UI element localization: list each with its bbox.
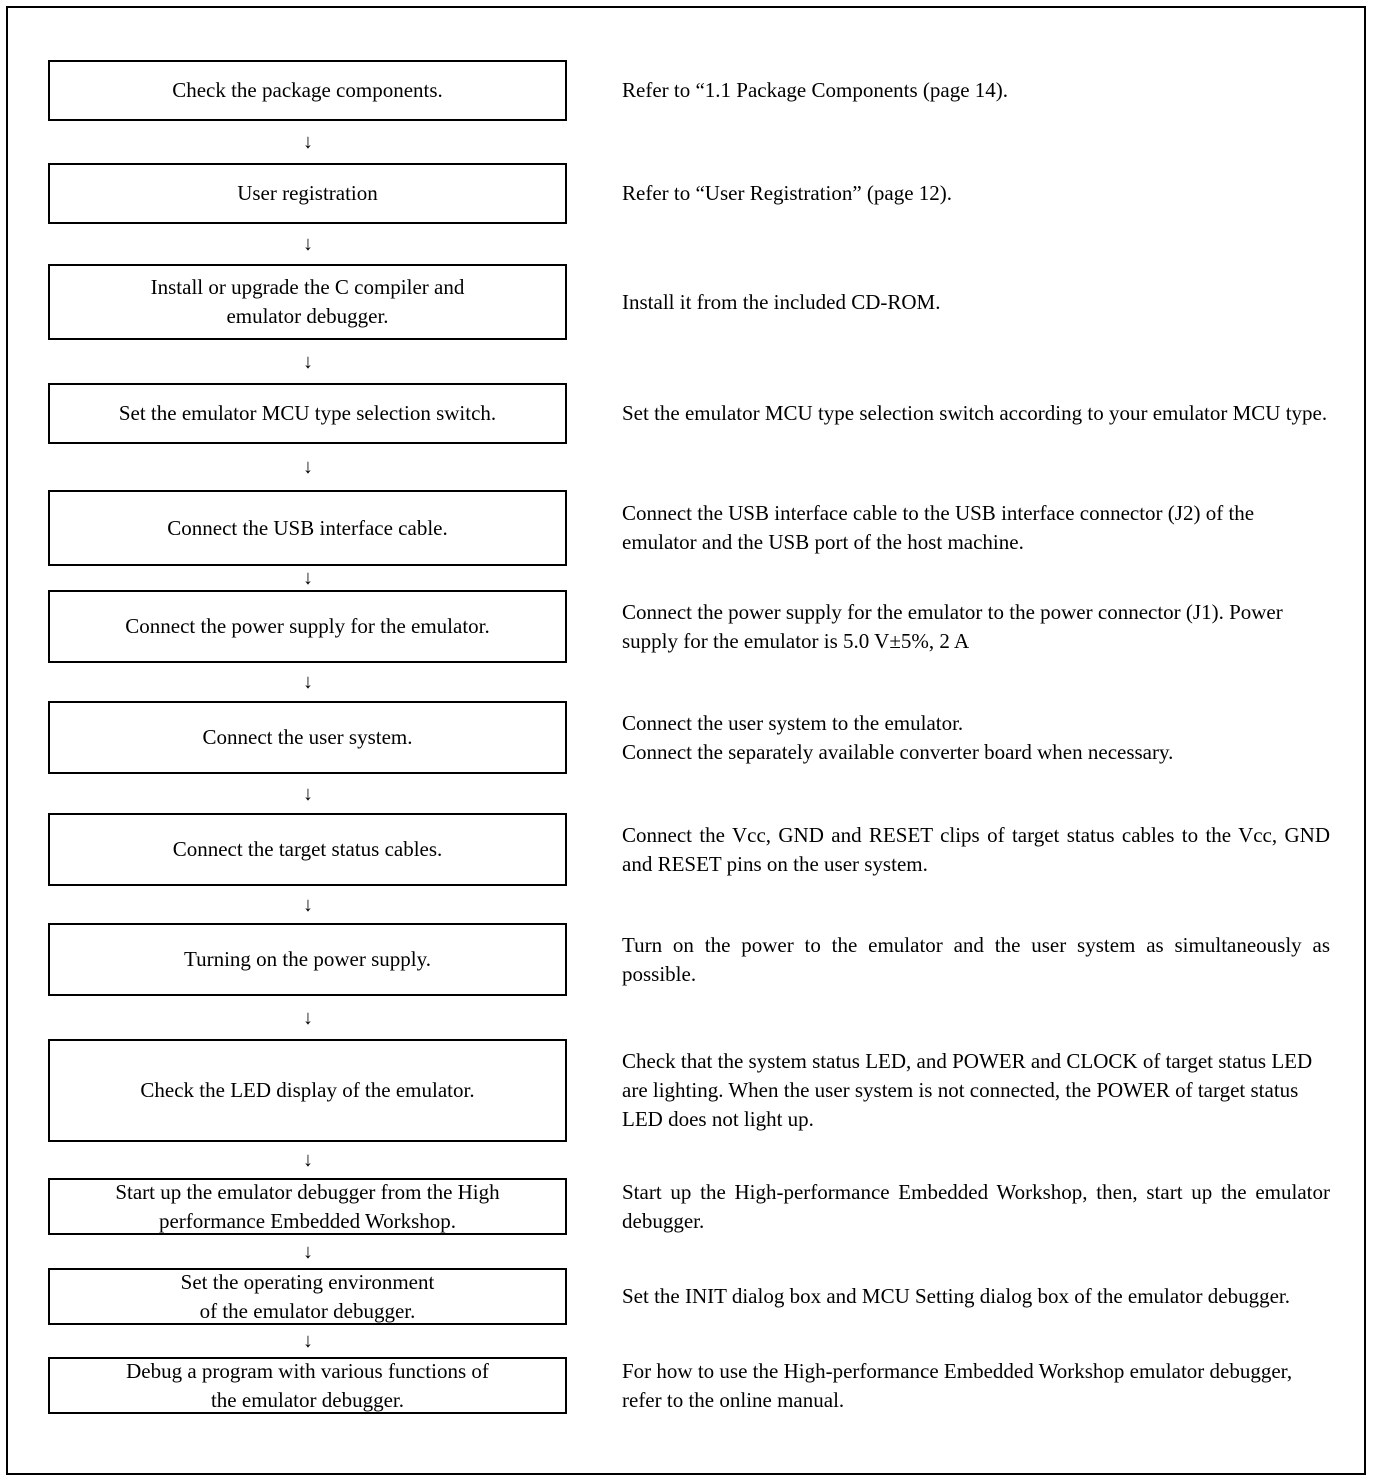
flow-step-description: [622, 490, 1330, 566]
flow-arrow-down-icon: ↓: [303, 893, 313, 916]
flow-step-box: Check the LED display of the emulator.: [48, 1039, 567, 1142]
flow-step-description-text: Refer to “1.1 Package Components (page 14).: [622, 78, 1009, 102]
flow-step-description: [622, 923, 1330, 996]
flow-step-box: Start up the emulator debugger from the High performance Embedded Workshop.: [48, 1178, 567, 1235]
flow-step-description-text: Connect the user system to the emulator. Connect the separately available converter board when necessary.: [622, 710, 1174, 764]
flow-step-description-text: Set the emulator MCU type selection switch according to your emulator MCU type.: [622, 401, 1328, 425]
flow-step-description-text: Connect the power supply for the emulator to the power connector (J1). Power supply for the emulator is 5.0 V±5%, 2 A: [622, 599, 1283, 653]
flow-arrow-down-icon: ↓: [303, 1240, 313, 1263]
flow-step-description: [622, 701, 1330, 774]
flow-arrow-down-icon: ↓: [303, 782, 313, 805]
flow-step-box: Debug a program with various functions of the emulator debugger.: [48, 1357, 567, 1414]
flow-step-box: Connect the user system.: [48, 701, 567, 774]
flow-step-description-text: Refer to “User Registration” (page 12).: [622, 181, 953, 205]
flow-step-box: Connect the USB interface cable.: [48, 490, 567, 566]
flow-step-box: Connect the target status cables.: [48, 813, 567, 886]
flow-step-description: [622, 1178, 1330, 1235]
flow-arrow-down-icon: ↓: [303, 671, 313, 693]
flow-step-box: Set the emulator MCU type selection switch.: [48, 383, 567, 444]
flow-step-description: [622, 1357, 1330, 1414]
flow-step-description-text: Install it from the included CD-ROM.: [622, 289, 941, 314]
flow-step-description: [622, 163, 1330, 224]
flow-step-description-text: Turn on the power to the emulator and the user system as simultaneously as possible.: [622, 932, 1330, 986]
flow-step-description-text: Connect the USB interface cable to the USB interface connector (J2) of the emulator and the USB port of the host machine.: [622, 501, 1255, 554]
flow-arrow-down-icon: ↓: [303, 131, 313, 153]
flow-arrow-down-icon: ↓: [303, 1006, 313, 1029]
flow-step-box: Connect the power supply for the emulator.: [48, 590, 567, 663]
flow-step-box: Turning on the power supply.: [48, 923, 567, 996]
flow-arrow-down-icon: ↓: [303, 1149, 313, 1171]
flow-step-description-text: Set the INIT dialog box and MCU Setting dialog box of the emulator debugger.: [622, 1284, 1291, 1308]
flow-step-box: Set the operating environment of the emulator debugger.: [48, 1268, 567, 1325]
flow-step-description-text: Connect the Vcc, GND and RESET clips of target status cables to the Vcc, GND and RESET pins on the user system.: [622, 822, 1330, 876]
flow-step-description-text: For how to use the High-performance Embedded Workshop emulator debugger, refer to the online manual.: [622, 1358, 1293, 1412]
flow-step-description-text: Start up the High-performance Embedded Workshop, then, start up the emulator debugger.: [622, 1179, 1330, 1233]
flow-arrow-down-icon: ↓: [303, 567, 313, 589]
flow-step-description: [622, 1039, 1330, 1142]
flow-step-description: [622, 264, 1330, 340]
flow-step-box: Install or upgrade the C compiler and emulator debugger.: [48, 264, 567, 340]
flow-step-description: [622, 1268, 1330, 1325]
flow-step-description: [622, 383, 1330, 444]
flow-step-description: [622, 813, 1330, 886]
flow-step-description: [622, 590, 1330, 663]
flow-arrow-down-icon: ↓: [303, 456, 313, 478]
flow-step-description-text: Check that the system status LED, and POWER and CLOCK of target status LED are lighting. When the user system is not connected, the POWER of target status LED does not light up.: [622, 1049, 1313, 1131]
flow-arrow-down-icon: ↓: [303, 350, 313, 373]
flow-step-box: User registration: [48, 163, 567, 224]
flow-step-description: [622, 60, 1330, 121]
flow-arrow-down-icon: ↓: [303, 233, 313, 255]
flow-arrow-down-icon: ↓: [303, 1330, 313, 1352]
flow-step-box: Check the package components.: [48, 60, 567, 121]
